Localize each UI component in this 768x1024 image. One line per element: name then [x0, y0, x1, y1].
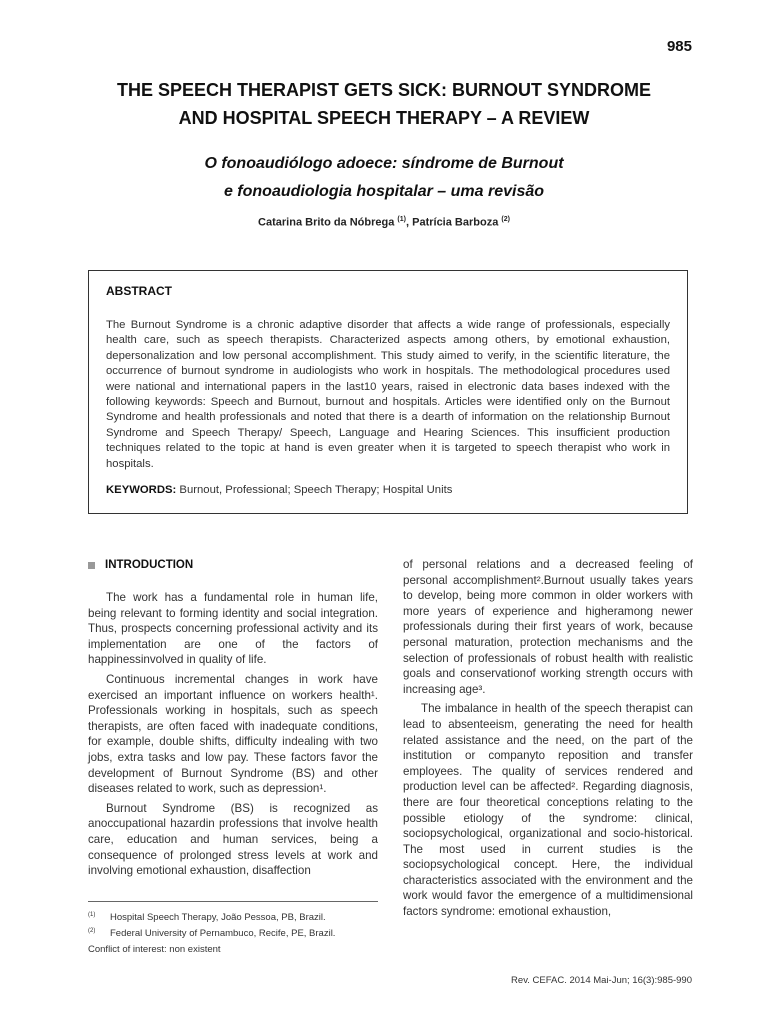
footnote	[88, 912, 378, 923]
footnote	[88, 928, 378, 939]
footnote-mark: (1)	[88, 912, 96, 918]
subtitle-line: e fonoaudiologia hospitalar – uma revisão	[223, 183, 545, 200]
affiliation-mark: (1)	[397, 216, 406, 223]
author-name: Patrícia Barboza	[412, 216, 499, 229]
footnote-mark: (2)	[88, 928, 96, 934]
left-column	[88, 590, 378, 883]
subtitle-line: O fonoaudiólogo adoece: síndrome de Burnout	[204, 155, 564, 172]
paragraph: Continuous incremental changes in work have exercised an important influence on workers health¹. Professionals working in hospitals, such as speech therapists, are often faced with inadequate conditions, for example, double shifts, difficulty indealing with two jobs, extra tasks and low pay. These factors favor the development of Burnout Syndrome (BS) and other diseases related to work, such as depression¹.	[88, 672, 378, 796]
paragraph: The imbalance in health of the speech therapist can lead to absenteeism, generating the need for health related assistance and the need, on the part of the institution or companyto reposition and transfer employees. The quality of services rendered and production level can be affected². Regarding diagnosis, there are four theoretical conceptions relating to the possible etiology of the syndrome: clinical, sociopsychological, organizational and socio-historical. The most used in current studies is the sociopsychological concept. Here, the individual characteristics associated with the environment and the work would favor the emergence of a multidimensional factors syndrome: emotional exhaustion,	[403, 702, 693, 919]
keywords-text: Burnout, Professional; Speech Therapy; Hospital Units	[176, 484, 453, 497]
keywords	[106, 484, 670, 496]
abstract-text: The Burnout Syndrome is a chronic adaptive disorder that affects a wide range of professionals, especially health care, such as speech therapists. Characterized aspects among others, by emotional exhaustion, depersonalization and low personal accomplishment. This study aimed to verify, in the scientific literature, the occurrence of burnout syndrome in audiologists who work in hospitals. The methodological procedures used were national and international papers in the last10 years, raised in electronic data bases indexed with the following keywords: Speech and Burnout, burnout and hospitals. Articles were identified only on the Burnout Syndrome and health professionals and noted that there is a dearth of information on the relationship Burnout Syndrome and Speech Therapy/ Speech, Language and Hearing Sciences. This insufficient production techniques related to the topic at hand is even greater when it is targeted to speech therapist who work in hospitals.	[106, 319, 670, 470]
paragraph: Burnout Syndrome (BS) is recognized as anoccupational hazardin professions that involve health care, education and human services, being a consequence of prolonged stress levels at work and involving emotional exhaustion, disaffection	[88, 801, 378, 878]
author-separator: ,	[405, 216, 413, 229]
page-number: 985	[666, 38, 692, 55]
journal-citation: Rev. CEFAC. 2014 Mai-Jun; 16(3):985-990	[511, 975, 692, 986]
conflict-of-interest: Conflict of interest: non existent	[88, 944, 221, 955]
paragraph: of personal relations and a decreased feeling of personal accomplishment².Burnout usually takes years to develop, being more common in older workers with more years of experience and higheramong newer professionals during their first years of work, because personal maturation, protection mechanisms and the selection of professionals of robust health with realistic goals and conservationof working strength occurs with increasing age³.	[403, 558, 693, 696]
abstract-heading: ABSTRACT	[106, 284, 172, 298]
section-heading-label: INTRODUCTION	[105, 559, 194, 571]
footnote-text: Hospital Speech Therapy, João Pessoa, PB, Brazil.	[110, 912, 326, 923]
section-heading-introduction	[88, 559, 193, 571]
footnotes	[88, 912, 378, 955]
right-column	[403, 557, 693, 924]
title-line: AND HOSPITAL SPEECH THERAPY – A REVIEW	[178, 108, 590, 128]
article-subtitle	[60, 150, 708, 206]
footnote-divider	[88, 901, 378, 902]
article-title	[60, 76, 708, 132]
abstract-box	[88, 270, 688, 514]
title-line: THE SPEECH THERAPIST GETS SICK: BURNOUT SYNDROME	[116, 80, 652, 100]
paragraph: The work has a fundamental role in human life, being relevant to forming identity and social integration. Thus, prospects concerning professional activity and its implementation are one of the factors of happinessinvolved in quality of life.	[88, 591, 378, 667]
author-name: Catarina Brito da Nóbrega	[258, 216, 395, 229]
author-list	[60, 216, 708, 229]
square-bullet-icon	[88, 562, 95, 569]
keywords-label: KEYWORDS:	[106, 484, 177, 497]
footnote-text: Federal University of Pernambuco, Recife, PE, Brazil.	[110, 928, 336, 939]
affiliation-mark: (2)	[501, 216, 510, 223]
